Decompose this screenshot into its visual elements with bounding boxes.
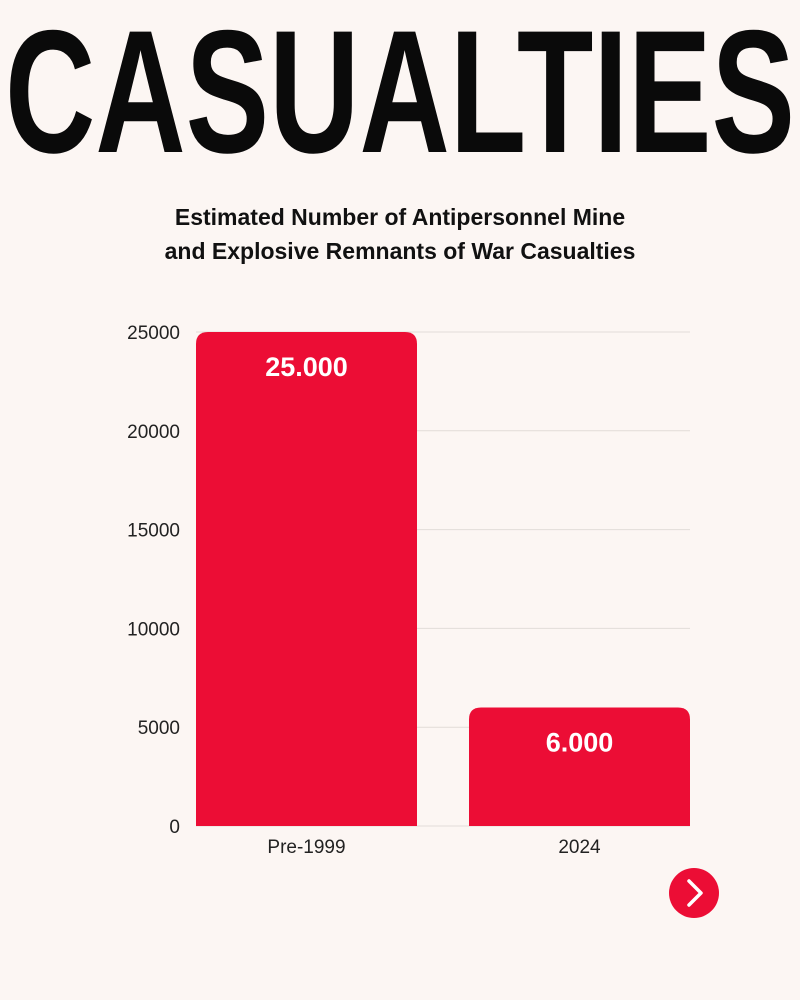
x-tick-label: Pre-1999	[267, 837, 346, 858]
x-axis-ticks	[267, 837, 601, 858]
headline	[0, 0, 800, 165]
bar	[469, 707, 690, 826]
chart-title-line-1: Estimated Number of Antipersonnel Mine	[174, 204, 626, 230]
y-tick-label: 15000	[127, 520, 180, 542]
chart-title-line-2: and Explosive Remnants of War Casualties	[164, 238, 636, 264]
headline-text: CASUALTIES	[5, 0, 795, 165]
bar-chart-svg	[0, 300, 800, 880]
y-tick-label: 20000	[127, 421, 180, 443]
data-label: 6.000	[545, 727, 614, 758]
y-tick-label: 25000	[127, 323, 180, 344]
y-tick-label: 0	[169, 817, 180, 838]
y-tick-label: 5000	[137, 718, 180, 740]
next-button[interactable]	[669, 868, 719, 918]
bar	[196, 332, 417, 826]
y-tick-label: 10000	[127, 619, 180, 641]
x-tick-label: 2024	[558, 837, 601, 858]
bar-chart	[0, 300, 800, 880]
bars	[196, 332, 690, 826]
data-label: 25.000	[265, 352, 348, 382]
y-axis-ticks	[127, 323, 180, 838]
chart-title	[0, 200, 800, 268]
chevron-right-icon	[669, 868, 719, 918]
